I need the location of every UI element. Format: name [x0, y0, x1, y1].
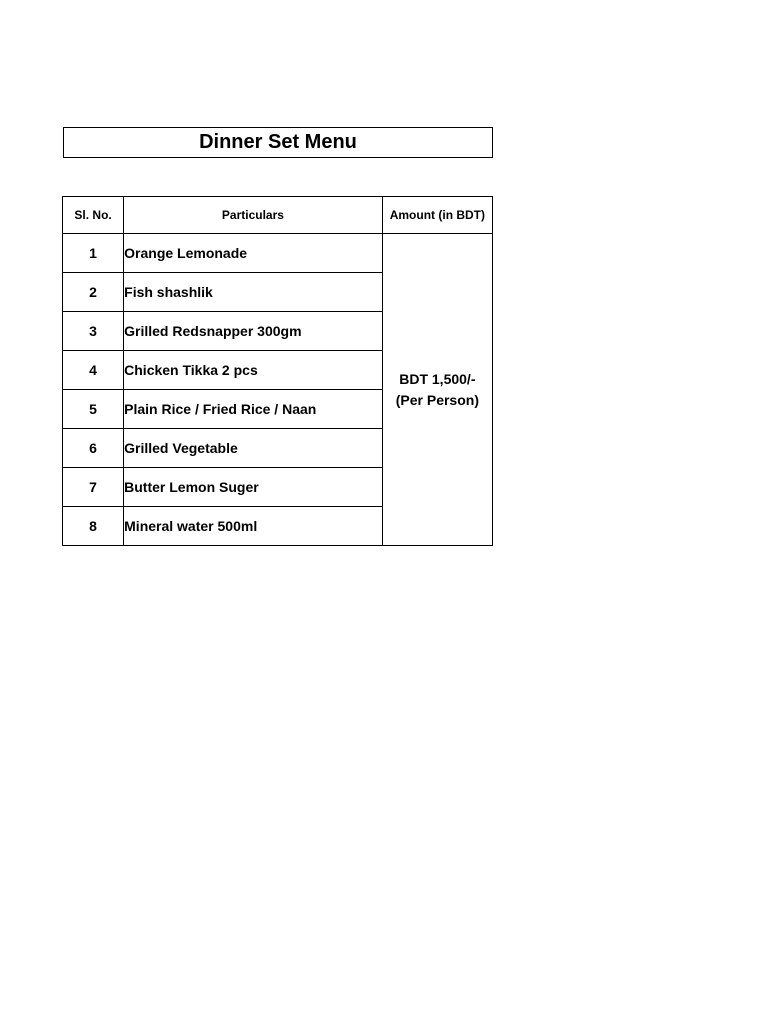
header-sl-no: Sl. No.	[63, 197, 124, 234]
price-per-person: (Per Person)	[395, 391, 479, 408]
price-amount: BDT 1,500/-	[399, 370, 476, 387]
row-item: Butter Lemon Suger	[124, 468, 383, 507]
row-sl: 8	[63, 507, 124, 546]
table-header-row	[63, 197, 493, 234]
header-particulars: Particulars	[124, 197, 383, 234]
row-sl: 3	[63, 312, 124, 351]
row-item: Fish shashlik	[124, 273, 383, 312]
row-sl: 7	[63, 468, 124, 507]
row-item: Plain Rice / Fried Rice / Naan	[124, 390, 383, 429]
row-item: Grilled Redsnapper 300gm	[124, 312, 383, 351]
row-sl: 6	[63, 429, 124, 468]
row-item: Grilled Vegetable	[124, 429, 383, 468]
row-sl: 1	[63, 234, 124, 273]
header-amount: Amount (in BDT)	[382, 197, 492, 234]
row-sl: 4	[63, 351, 124, 390]
row-sl: 5	[63, 390, 124, 429]
page-title: Dinner Set Menu	[63, 127, 493, 158]
row-item: Mineral water 500ml	[124, 507, 383, 546]
row-item: Chicken Tikka 2 pcs	[124, 351, 383, 390]
row-sl: 2	[63, 273, 124, 312]
price-cell	[382, 234, 492, 546]
menu-table	[62, 196, 493, 546]
row-item: Orange Lemonade	[124, 234, 383, 273]
table-row	[63, 234, 493, 273]
